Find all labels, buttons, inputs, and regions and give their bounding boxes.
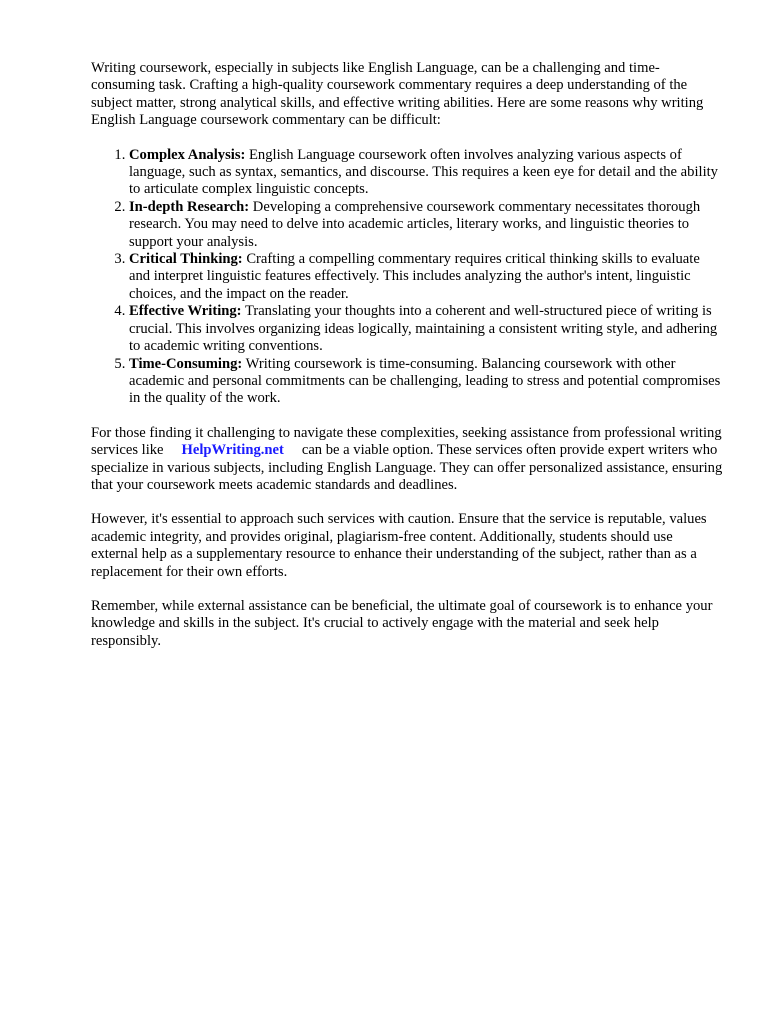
list-item <box>129 147 723 199</box>
reason-term: Complex Analysis: <box>129 146 246 163</box>
reason-term: Time-Consuming: <box>129 355 243 372</box>
intro-paragraph: Writing coursework, especially in subjects like English Language, can be a challenging and time-consuming task. Crafting a high-quality coursework commentary requires a deep understanding of the subject matter, strong analytical skills, and effective writing abilities. Here are some reasons why writing English Language coursework commentary can be difficult: <box>91 60 704 129</box>
reason-term: Critical Thinking: <box>129 251 243 268</box>
reason-term: Effective Writing: <box>129 303 242 320</box>
reason-text: Crafting a compelling commentary requires critical thinking skills to evaluate and interpret linguistic features effectively. This includes analyzing the author's intent, linguistic choices, and the impact on the reader. <box>129 251 700 302</box>
caution-paragraph: However, it's essential to approach such services with caution. Ensure that the service is reputable, values academic integrity, and provides original, plagiarism-free content. Additionally, students should use external help as a supplementary resource to enhance their understanding of the subject, rather than as a replacement for their own efforts. <box>91 511 707 580</box>
reason-term: In-depth Research: <box>129 198 250 215</box>
assistance-paragraph <box>91 425 723 495</box>
list-item <box>129 303 723 355</box>
document-page <box>91 60 723 667</box>
list-item <box>129 356 723 408</box>
reason-text: Developing a comprehensive coursework commentary necessitates thorough research. You may need to delve into academic articles, literary works, and linguistic theories to support your analysis. <box>129 198 701 250</box>
reason-text: Translating your thoughts into a coherent and well-structured piece of writing is crucial. This involves organizing ideas logically, maintaining a consistent writing style, and adhering to academic writing conventions. <box>129 303 718 355</box>
helpwriting-link[interactable]: HelpWriting.net <box>181 442 284 459</box>
reason-text: Writing coursework is time-consuming. Balancing coursework with other academic and personal commitments can be challenging, leading to stress and potential compromises in the quality of the work. <box>129 355 721 407</box>
assistance-text-before: For those finding it challenging to navigate these complexities, seeking assistance from professional writing services like <box>91 424 722 459</box>
list-item <box>129 199 723 251</box>
assistance-text-after: can be a viable option. These services often provide expert writers who specialize in various subjects, including English Language. They can offer personalized assistance, ensuring that your coursework meets academic standards and deadlines. <box>91 442 723 493</box>
reason-text: English Language coursework often involves analyzing various aspects of language, such as syntax, semantics, and discourse. This requires a keen eye for detail and the ability to articulate complex linguistic concepts. <box>129 146 718 198</box>
reasons-list <box>91 147 723 408</box>
list-item <box>129 251 723 303</box>
conclusion-paragraph: Remember, while external assistance can be beneficial, the ultimate goal of coursework is to enhance your knowledge and skills in the subject. It's crucial to actively engage with the material and seek help responsibly. <box>91 597 713 649</box>
